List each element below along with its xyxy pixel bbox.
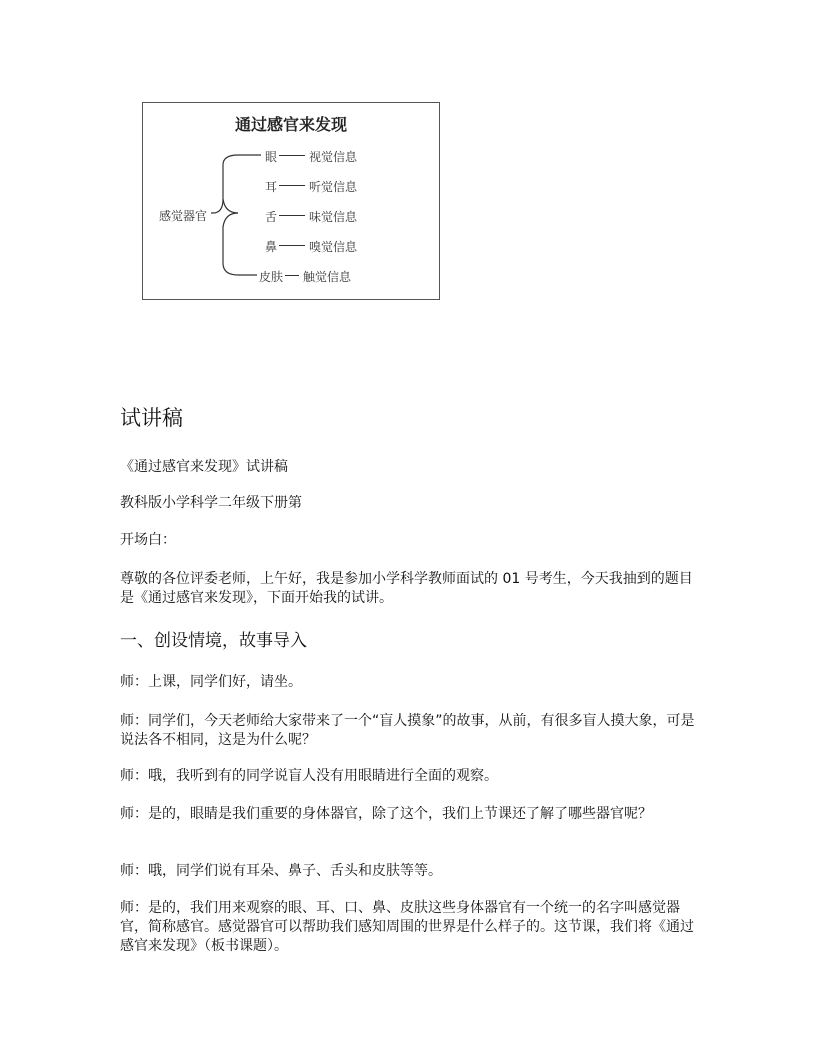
sense-label: 味觉信息	[309, 210, 358, 224]
diagram-row-eye	[265, 148, 357, 165]
connector-line	[279, 155, 305, 156]
paragraph-3: 师：哦，我听到有的同学说盲人没有用眼睛进行全面的观察。	[120, 768, 498, 784]
paragraph-4: 师：是的，眼睛是我们重要的身体器官，除了这个，我们上节课还了解了哪些器官呢？	[120, 806, 652, 822]
sense-label: 听觉信息	[309, 180, 358, 194]
page-title: 试讲稿	[120, 406, 183, 430]
diagram-root-label: 感觉器官	[159, 209, 208, 223]
section-heading: 一、创设情境，故事导入	[120, 631, 307, 651]
opening-paragraph: 尊敬的各位评委老师，上午好，我是参加小学科学教师面试的 01 号考生，今天我抽到的题目是《通过感官来发现》，下面开始我的试讲。	[120, 571, 693, 606]
organ-label: 眼	[265, 150, 278, 164]
paragraph-5: 师：哦，同学们说有耳朵、鼻子、舌头和皮肤等等。	[120, 863, 442, 879]
organ-label: 皮肤	[259, 270, 284, 284]
organ-label: 鼻	[265, 240, 278, 254]
diagram-row-ear	[265, 178, 357, 195]
paragraph-6: 师：是的，我们用来观察的眼、耳、口、鼻、皮肤这些身体器官有一个统一的名字叫感觉器官，简称感官。感觉器官可以帮助我们感知周围的世界是什么样子的。这节课，我们将《通过感官来发现》（板书课题）。	[120, 900, 694, 954]
connector-line	[279, 245, 305, 246]
sense-label: 视觉信息	[309, 150, 358, 164]
organ-label: 耳	[265, 180, 278, 194]
doc-subtitle: 《通过感官来发现》试讲稿	[120, 459, 288, 475]
organ-label: 舌	[265, 210, 278, 224]
connector-line	[279, 215, 305, 216]
senses-diagram	[142, 102, 440, 300]
doc-edition: 教科版小学科学二年级下册第	[120, 495, 302, 511]
diagram-title: 通过感官来发现	[234, 115, 347, 134]
sense-label: 嗅觉信息	[309, 240, 358, 254]
connector-line	[285, 275, 299, 276]
diagram-row-nose	[265, 238, 357, 255]
paragraph-2: 师：同学们，今天老师给大家带来了一个“盲人摸象”的故事，从前，有很多盲人摸大象，可是说法各不相同，这是为什么呢？	[120, 713, 695, 748]
connector-line	[279, 185, 305, 186]
diagram-row-tongue	[265, 208, 357, 225]
paragraph-1: 师：上课，同学们好，请坐。	[120, 674, 302, 690]
sense-label: 触觉信息	[303, 270, 352, 284]
diagram-row-skin	[259, 268, 351, 285]
opening-label: 开场白：	[120, 532, 176, 548]
